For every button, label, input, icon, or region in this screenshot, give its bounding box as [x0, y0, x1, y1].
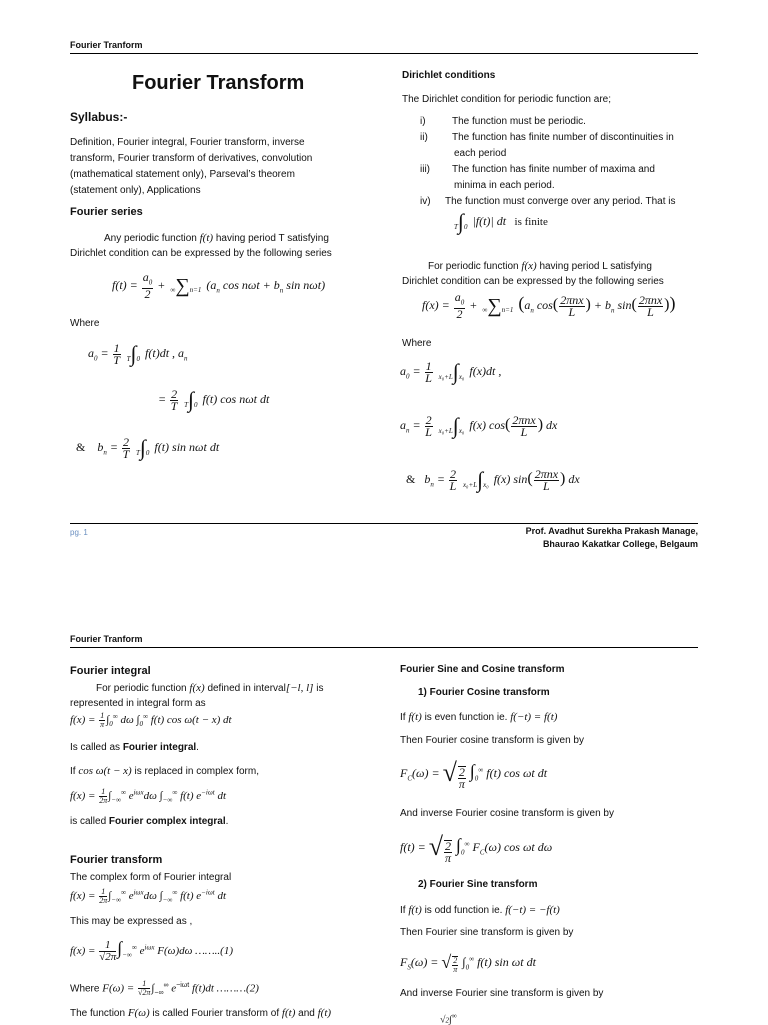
fs-intro-line2: Dirichlet condition can be expressed by the following series: [70, 248, 332, 259]
dirichlet-intro: The Dirichlet condition for periodic function are;: [402, 94, 611, 105]
fi-intro-math: f(x): [189, 682, 205, 694]
list-text: each period: [454, 148, 507, 159]
fourier-series-formula: f(t) = $\frac{a_0}{2}$ + ∞∑n=1 ($a_n$ $\cos n\omega t + b_n$ sin nωt): [112, 270, 326, 302]
fourier-series-heading: Fourier series: [70, 206, 143, 218]
fct-heading: 1) Fourier Cosine transform: [418, 687, 550, 698]
fst-if-math: f(t): [408, 904, 422, 916]
footer-author: [526, 525, 698, 551]
dirichlet-heading: Dirichlet conditions: [402, 70, 496, 81]
an-l-formula: $a_n$ = $\frac{2}{L}$ x₀+L∫x₀ f(x) cos( $\frac{\text{2πnx}}{L}$ ) dx: [400, 412, 558, 439]
fi-called: [70, 740, 199, 756]
fst-if-math: f(−t) = −f(t): [505, 904, 560, 916]
ft-called-math: f(t): [317, 1007, 332, 1019]
fst-if: [400, 902, 560, 919]
header-rule: [70, 53, 698, 54]
ft-formula-2: f(x) = $\frac{1}{√2\pi}$ $\int_{-\infty}^\infty$ $e^{i\omega x}$ F(ω)dω ……..(1): [70, 938, 234, 963]
fst-if-text: is odd function ie.: [424, 905, 503, 916]
list-num: iv): [420, 196, 431, 207]
fi-called-text: .: [196, 742, 199, 753]
page-number: pg. 1: [70, 528, 88, 537]
fi-intro-text: defined in interval: [207, 683, 286, 694]
list-num: ii): [420, 132, 428, 143]
fi-line2: represented in integral form as: [70, 698, 206, 709]
syllabus-line: (statement only), Applications: [70, 185, 201, 196]
ft-called-text: is called Fourier transform of: [152, 1008, 280, 1019]
bn-formula: & $b_n$ = $\frac{2}{T}$ T∫0 f(t) sin nωt dt: [76, 434, 220, 461]
ft-called-text: and: [298, 1008, 315, 1019]
converge-formula: T∫0 |f(t)| dt is finite: [454, 209, 548, 234]
fi-called-text: Is called as: [70, 742, 123, 753]
ft-formula-1: f(x) = $\frac{1}{2\pi}$ $\int_{-\infty}^\infty$ $e^{i\omega x}d\omega$ $\int_{-\infty}^\infty$ f(t) $e^{-i\omega t}$ dt: [70, 887, 227, 905]
list-item: [420, 114, 710, 130]
a0-formula: $a_0$ = $\frac{1}{T}$ T∫0 f(t)dt , $a_n$: [88, 340, 188, 367]
fs-intro-text: having period T satisfying: [215, 233, 329, 244]
ft-called: [70, 1005, 331, 1022]
fi-cos-line: [70, 763, 259, 780]
fourier-integral-formula: f(x) = $\frac{1}{\pi}$ $\int_0^\infty$ dω $\int_0^\infty$ f(t) cos ω(t − x) dt: [70, 711, 232, 729]
syllabus-heading: Syllabus:-: [70, 110, 128, 124]
period-l-line2: Dirichlet condition can be expressed by the following series: [402, 276, 664, 287]
inverse-cosine-formula: f(t) = √ $\frac{2}{\pi}$ $\int_0^\infty$ $F_C(\omega)$ cos ωt dω: [400, 832, 553, 866]
fct-then: Then Fourier cosine transform is given by: [400, 735, 584, 746]
running-header: Fourier Tranform: [70, 40, 143, 50]
bn-l-formula: & $b_n$ = $\frac{2}{L}$ x₀+L∫x₀ f(x) sin( $\frac{\text{2πnx}}{L}$ ) dx: [406, 466, 580, 493]
ft-called-text: The function: [70, 1008, 126, 1019]
list-text: minima in each period.: [454, 180, 555, 191]
fct-inv: And inverse Fourier cosine transform is given by: [400, 808, 614, 819]
syllabus-line: Definition, Fourier integral, Fourier transform, inverse: [70, 137, 305, 148]
syllabus-line: transform, Fourier transform of derivatives, convolution: [70, 153, 313, 164]
a0-l-formula: $a_0$ = $\frac{1}{L}$ x₀+L∫x₀ f(x)dt ,: [400, 358, 502, 385]
dirichlet-list: [420, 114, 710, 210]
fct-if-text: If: [400, 712, 406, 723]
list-item: [420, 162, 710, 178]
list-item: [420, 130, 710, 146]
ft-called-math: f(t): [281, 1007, 296, 1019]
list-text: The function must be periodic.: [452, 116, 586, 127]
fi-cos-text: is replaced in complex form,: [134, 766, 259, 777]
fst-heading: 2) Fourier Sine transform: [418, 879, 538, 890]
syllabus-line: (mathematical statement only), Parseval’s theorem: [70, 169, 295, 180]
list-text: The function has finite number of discontinuities in: [452, 132, 674, 143]
page-title: Fourier Transform: [132, 72, 305, 94]
fourier-transform-heading: Fourier transform: [70, 854, 163, 866]
period-l-text: For periodic function: [428, 261, 519, 272]
ft-intro: The complex form of Fourier integral: [70, 872, 232, 883]
ft-where-line: Where F(ω) = $\frac{1}{√2\pi}$ $\int_{-\infty}^\infty$ $e^{-i\omega t}$ f(t)dt ………(2): [70, 979, 259, 998]
fi-called-bold: Fourier integral: [122, 742, 197, 753]
fi-intro-text: For periodic function: [96, 683, 187, 694]
fst-if-text: If: [400, 905, 406, 916]
fi-intro-text: is: [316, 683, 324, 694]
fi-cos-math: cos ω(t − x): [78, 765, 132, 777]
fi-intro: [96, 680, 323, 697]
footer-line: Prof. Avadhut Surekha Prakash Manage,: [525, 526, 698, 536]
fourier-sine-formula: $F_S(\omega)$ = √ $\frac{2}{\pi}$ $\int_0^\infty$ f(t) sin ωt dt: [400, 952, 536, 975]
fourier-integral-heading: Fourier integral: [70, 665, 151, 677]
fct-if-math: f(−t) = f(t): [510, 711, 558, 723]
footer-line: Bhaurao Kakatkar College, Belgaum: [542, 539, 698, 549]
fsc-heading: Fourier Sine and Cosine transform: [400, 664, 565, 675]
footer-rule: [70, 523, 698, 524]
fst-then: Then Fourier sine transform is given by: [400, 927, 574, 938]
fci-called: [70, 814, 228, 830]
fst-inv: And inverse Fourier sine transform is given by: [400, 988, 604, 999]
list-text: The function has finite number of maxima and: [452, 164, 655, 175]
fci-called-text: is called: [70, 816, 109, 827]
fci-called-text: .: [225, 816, 229, 827]
running-header-2: Fourier Tranform: [70, 634, 143, 644]
header-rule-2: [70, 647, 698, 648]
period-l-text: having period L satisfying: [539, 261, 652, 272]
period-l-intro: [428, 258, 652, 275]
fs-intro-text: Any periodic function: [104, 233, 197, 244]
an-formula: = $\frac{2}{T}$ T∫0 f(t) cos nωt dt: [158, 386, 270, 413]
fi-intro-math: [−l, l]: [285, 682, 314, 694]
inverse-sine-formula-partial: √2∫∞: [440, 1012, 457, 1025]
fi-cos-text: If: [70, 766, 76, 777]
ft-expr: This may be expressed as ,: [70, 916, 193, 927]
ft-called-math: F(ω): [127, 1007, 150, 1019]
where-label: Where: [70, 318, 100, 329]
page-gap: [0, 590, 768, 610]
list-num: iii): [420, 164, 430, 175]
fs-intro: [104, 230, 329, 247]
fct-if-math: f(t): [408, 711, 422, 723]
fci-called-bold: Fourier complex integral: [108, 816, 226, 827]
fourier-cosine-formula: $F_C(\omega)$ = √ $\frac{2}{\pi}$ $\int_0^\infty$ f(t) cos ωt dt: [400, 758, 548, 792]
list-text: The function must converge over any period. That is: [445, 196, 676, 207]
fx-series-formula: f(x) = $\frac{a_0}{2}$ + ∞∑n=1 ($a_n$ cos( $\frac{\text{2πnx}}{L}$ ) + $b_n$ sin( $\frac{\text{2πnx}}{L}$ )): [422, 290, 676, 322]
fct-if-text: is even function ie.: [424, 712, 508, 723]
fct-if: [400, 709, 557, 726]
syllabus-text: [70, 135, 370, 199]
where-label-2: Where: [402, 338, 432, 349]
list-num: i): [420, 116, 426, 127]
fs-intro-math: f(t): [199, 232, 214, 244]
list-item: [420, 194, 710, 210]
fourier-complex-integral-formula: f(x) = $\frac{1}{2\pi}$ $\int_{-\infty}^\infty$ $e^{i\omega x}d\omega$ $\int_{-\infty}^\infty$ f(t) $e^{-i\omega t}$ dt: [70, 787, 227, 805]
ft-where-text: Where: [70, 983, 100, 995]
period-l-math: f(x): [521, 260, 537, 272]
